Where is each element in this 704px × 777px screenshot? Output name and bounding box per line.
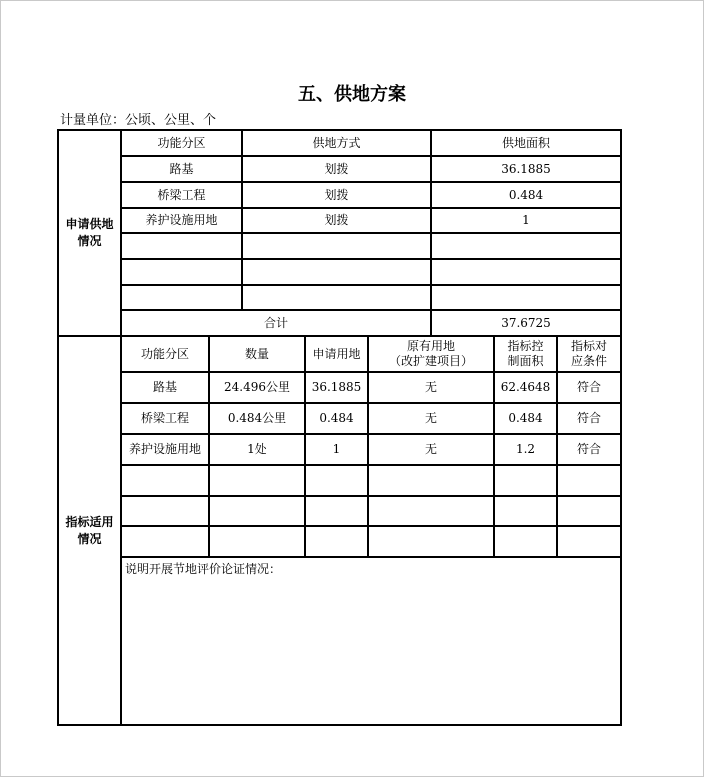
s2-row1-orig: 无 — [424, 380, 437, 394]
s2-header-orig-line2: （改扩建项目） — [388, 354, 473, 368]
s2-row3-orig: 无 — [424, 442, 437, 456]
s2-row3-qty: 1处 — [247, 442, 267, 456]
s1-header-method: 供地方式 — [312, 135, 361, 150]
s2-row1-qty: 24.496公里 — [224, 380, 290, 394]
section2-label-line1: 指标适用 — [65, 514, 114, 529]
s1-row1-method: 划拨 — [324, 161, 349, 176]
s2-row3-match: 符合 — [576, 442, 601, 456]
s2-header-ctrl — [495, 337, 556, 371]
s1-total-label: 合计 — [263, 315, 288, 330]
s1-row3-zone: 养护设施用地 — [145, 213, 218, 227]
section2-label — [59, 337, 120, 724]
s2-row3-zone: 养护设施用地 — [128, 442, 201, 456]
s2-row2-ctrl: 0.484 — [508, 411, 543, 425]
s1-row2-area: 0.484 — [508, 187, 544, 202]
unit-line: 计量单位：公顷、公里、个 — [60, 113, 217, 128]
s2-header-match — [558, 337, 620, 371]
evaluation-note-label: 说明开展节地评价论证情况： — [125, 562, 282, 576]
s1-row1-area: 36.1885 — [501, 161, 551, 176]
section1-label — [59, 131, 120, 335]
s2-row3-ctrl: 1.2 — [515, 442, 536, 456]
s2-row2-qty: 0.484公里 — [227, 411, 287, 425]
s1-row1-zone: 路基 — [169, 161, 194, 176]
s1-row3-area: 1 — [522, 213, 530, 227]
section2-label-line2: 情况 — [77, 531, 102, 546]
s1-header-area: 供地面积 — [501, 135, 550, 150]
s2-row2-match: 符合 — [576, 411, 601, 425]
s2-header-zone: 功能分区 — [140, 346, 189, 361]
s2-row1-zone: 路基 — [152, 380, 177, 394]
s2-header-ctrl-line1: 指标控 — [507, 339, 544, 353]
s1-row3-method: 划拨 — [324, 213, 349, 227]
s2-row2-orig: 无 — [424, 411, 437, 425]
s2-header-orig — [369, 337, 493, 371]
s1-header-zone: 功能分区 — [157, 135, 206, 150]
section1-label-line2: 情况 — [77, 234, 102, 248]
section1-label-line1: 申请供地 — [65, 217, 114, 231]
s2-row1-match: 符合 — [576, 380, 601, 394]
s2-row1-ctrl: 62.4648 — [500, 380, 551, 394]
s2-header-match-line1: 指标对 — [570, 339, 607, 353]
s2-header-match-line2: 应条件 — [570, 354, 607, 368]
s2-row2-apply: 0.484 — [319, 411, 354, 425]
s2-header-orig-line1: 原有用地 — [406, 339, 455, 353]
s2-row1-apply: 36.1885 — [311, 380, 362, 394]
s2-row3-apply: 1 — [332, 442, 341, 456]
s1-total-value: 37.6725 — [501, 315, 551, 330]
s2-header-ctrl-line2: 制面积 — [507, 354, 544, 368]
s2-row2-zone: 桥梁工程 — [140, 411, 189, 425]
page-title: 五、供地方案 — [298, 84, 406, 105]
s2-header-apply: 申请用地 — [312, 346, 361, 361]
s1-row2-zone: 桥梁工程 — [157, 187, 206, 202]
s1-row2-method: 划拨 — [324, 187, 349, 202]
s2-header-qty: 数量 — [244, 346, 269, 361]
